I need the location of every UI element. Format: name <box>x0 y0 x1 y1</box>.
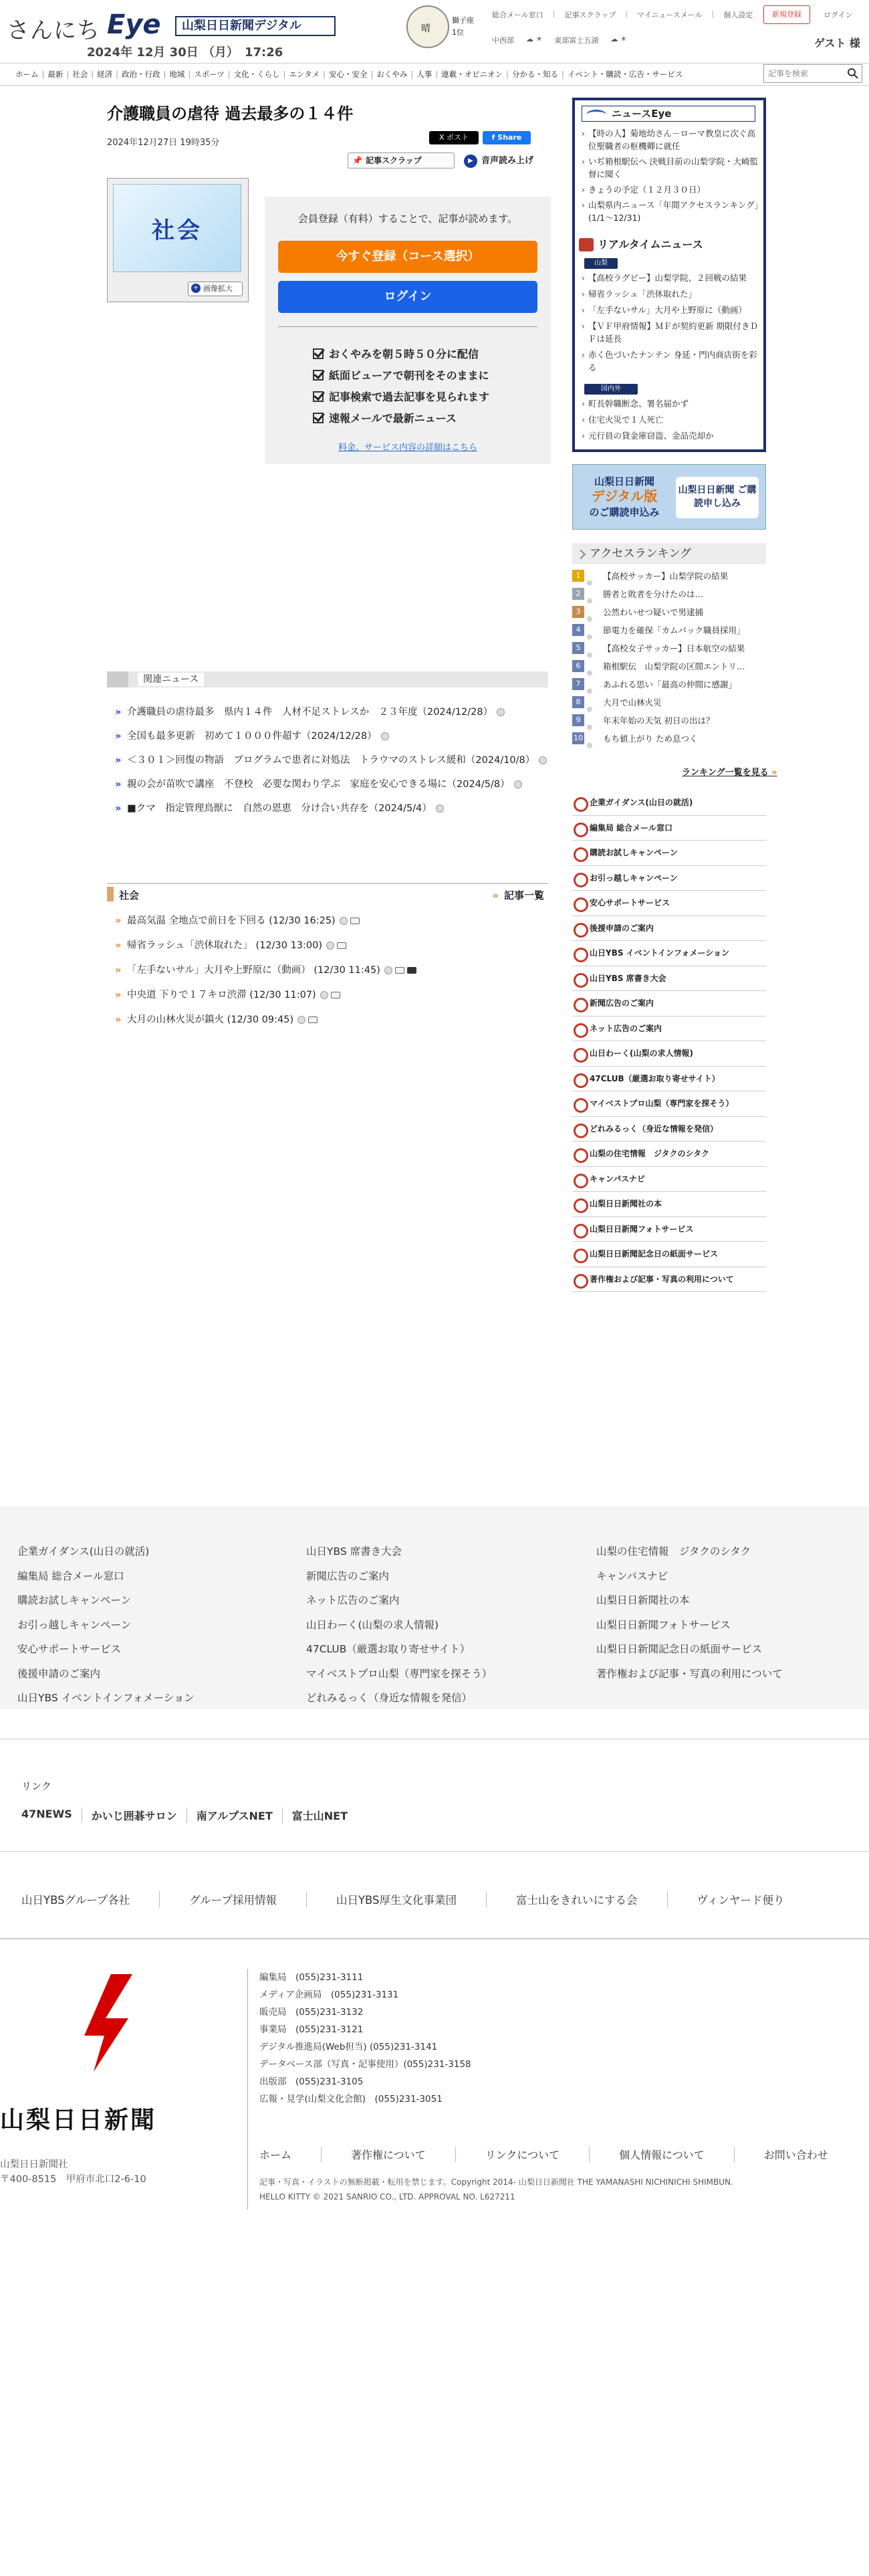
footer-link[interactable]: どれみるっく（身近な情報を発信） <box>306 1692 473 1704</box>
ranking-text: 箱根駅伝 山梨学院の区間エントリ… <box>603 661 745 671</box>
sidebar-link[interactable]: 山日YBS 席書き大会 <box>572 966 766 992</box>
footer-links-area <box>0 1506 869 1709</box>
sidebar-link[interactable]: 企業ガイダンス(山日の就活) <box>572 790 766 816</box>
realtime-news-title[interactable]: リアルタイムニュース <box>579 237 703 253</box>
play-icon: ▶ <box>464 154 477 168</box>
enlarge-image-button[interactable] <box>188 282 243 296</box>
camera-icon <box>331 992 340 998</box>
article-date: 2024年12月27日 19時35分 <box>107 138 220 148</box>
realtime-national-item[interactable]: › 町長幹職断念、署名届かず <box>582 397 762 410</box>
sidebar-link[interactable]: 購読お試しキャンペーン <box>572 841 766 866</box>
top-link-mail[interactable]: 総合メール窓口 <box>492 11 543 19</box>
section-heading <box>107 883 548 903</box>
sidebar-link[interactable]: キャンパスナビ <box>572 1167 766 1192</box>
nav-item[interactable]: イベント・購読・広告・サービス <box>567 70 683 79</box>
company-name: 山梨日日新聞社 <box>0 2159 68 2170</box>
nav-separator: | <box>66 70 70 79</box>
sidebar-link[interactable]: 山日わーく(山梨の求人情報) <box>572 1041 766 1067</box>
section-news-text: 中央道 下りで１７キロ渋滞 (12/30 11:07) <box>127 990 316 1000</box>
site-logo-eye[interactable]: Eye <box>107 9 161 40</box>
nav-separator: | <box>435 70 439 79</box>
weather-row <box>492 35 627 45</box>
comment-icon: ◎ <box>587 616 592 623</box>
partner-link[interactable]: 富士山NET <box>291 1810 348 1822</box>
ranking-text: 公然わいせつ疑いで男逮捕 <box>603 607 704 617</box>
realtime-local-item[interactable]: › 赤く色づいたナンテン 身延・門内商店街を彩る <box>582 348 762 374</box>
nav-separator: | <box>41 70 45 79</box>
ranking-item[interactable] <box>572 606 766 624</box>
sidebar-link[interactable]: 47CLUB（厳選お取り寄せサイト） <box>572 1067 766 1092</box>
nav-item[interactable]: 安心・安全 <box>328 70 368 79</box>
comment-icon: ◎ <box>587 580 592 586</box>
sidebar-link[interactable]: お引っ越しキャンペーン <box>572 866 766 891</box>
partner-links <box>21 1808 357 1823</box>
phone-line: データベース部（写真・記事使用）(055)231-3158 <box>259 2059 471 2070</box>
ad-line-3: のご購読申込み <box>589 506 660 518</box>
bottom-link[interactable]: 著作権について <box>322 2147 456 2162</box>
realtime-local-item[interactable]: › 「左手ないサル」大月や上野原に（動画） <box>582 304 762 316</box>
comment-icon <box>384 966 392 974</box>
ranking-text: 【高校女子サッカー】日本航空の結果 <box>603 643 745 653</box>
section-news-item[interactable] <box>114 988 548 1002</box>
sidebar-link[interactable]: 著作権および記事・写真の利用について <box>572 1267 766 1293</box>
benefit-item <box>313 365 489 387</box>
footer-col-1 <box>17 1539 195 1711</box>
divider <box>0 1938 869 1939</box>
partner-link[interactable]: かいじ囲碁サロン <box>82 1808 187 1823</box>
guest-label: ゲスト 様 <box>814 37 860 49</box>
current-date: 2024年 12月 30日 （月） 17:26 <box>87 45 283 60</box>
related-news-item[interactable] <box>114 801 548 816</box>
comment-icon <box>514 780 522 788</box>
ranking-item[interactable] <box>572 714 766 732</box>
nav-item[interactable]: 経済 <box>97 70 113 79</box>
nav-item[interactable]: 社会 <box>72 70 88 79</box>
comment-icon: ◎ <box>587 706 592 713</box>
nav-separator: | <box>370 70 374 79</box>
share-facebook-button[interactable]: f Share <box>483 131 531 144</box>
comment-icon <box>436 804 444 813</box>
sidebar-link[interactable]: ネット広告のご案内 <box>572 1016 766 1042</box>
ranking-text: 【高校サッカー】山梨学院の結果 <box>603 571 729 581</box>
thumbnail-text: 社会 <box>113 184 241 272</box>
news-eye-title[interactable]: ニュースEye <box>582 106 755 122</box>
sidebar-link[interactable]: 山梨日日新聞社の本 <box>572 1192 766 1217</box>
ranking-number: 9 <box>572 714 584 726</box>
ranking-number: 1 <box>572 570 584 582</box>
section-news-item[interactable] <box>114 938 548 953</box>
realtime-national-item[interactable]: › 住宅火災で１人死亡 <box>582 413 762 426</box>
ranking-number: 5 <box>572 642 584 654</box>
group-link[interactable]: 山日YBSグループ各社 <box>21 1891 160 1907</box>
comment-icon: ◎ <box>587 634 592 641</box>
scrap-button[interactable] <box>348 152 455 169</box>
subscribe-button[interactable]: 今すぐ登録（コース選択） <box>278 241 537 273</box>
realtime-local-item[interactable]: › 【ＶＦ甲府情報】ＭＦが契約更新 期限付きＤＦは延長 <box>582 320 762 345</box>
main-nav <box>0 63 869 86</box>
nav-separator: | <box>506 70 509 79</box>
divider <box>278 326 537 327</box>
ranking-item[interactable] <box>572 570 766 588</box>
section-news-text: 「左手ないサル」大月や上野原に（動画） (12/30 11:45) <box>127 965 380 976</box>
share-x-button[interactable]: X ポスト <box>429 131 479 144</box>
weather-icon: ☁ ☀ <box>526 35 543 43</box>
ranking-more-link[interactable]: ランキング一覧を見る » <box>682 765 777 778</box>
news-eye-list <box>582 127 762 227</box>
related-news-heading <box>107 671 548 687</box>
nav-item[interactable]: ホーム <box>15 70 39 79</box>
copyright-line-2: HELLO KITTY © 2021 SANRIO CO., LTD. APPROVAL NO. L627211 <box>259 2192 515 2202</box>
news-eye-item[interactable]: › 【時の人】菊地幼さん－ローマ教皇に次ぐ高位聖職者の枢機卿に就任 <box>582 127 762 152</box>
ranking-number: 6 <box>572 660 584 672</box>
comment-icon <box>340 917 348 925</box>
footer-link[interactable]: 購読お試しキャンペーン <box>17 1594 132 1606</box>
ranking-item[interactable] <box>572 696 766 714</box>
ranking-item[interactable] <box>572 624 766 642</box>
ranking-number: 7 <box>572 678 584 690</box>
nav-item[interactable]: おくやみ <box>376 70 408 79</box>
ranking-number: 4 <box>572 624 584 636</box>
news-eye-item[interactable]: › 山梨県内ニュース「年間アクセスランキング」(1/1～12/31) <box>582 199 762 224</box>
footer-link[interactable]: 山梨日日新聞社の本 <box>596 1594 690 1606</box>
nav-item[interactable]: 最新 <box>47 70 64 79</box>
comment-icon: ◎ <box>587 598 592 605</box>
phone-line: 販売局 (055)231-3132 <box>259 2007 364 2018</box>
ranking-text: もち値上がり ため息つく <box>603 734 698 744</box>
section-news-list <box>114 914 548 1037</box>
weather-region-1: 中西部 <box>492 36 514 45</box>
footer-link[interactable]: キャンパスナビ <box>596 1570 668 1582</box>
voice-read-button[interactable] <box>464 154 533 169</box>
search-input[interactable] <box>764 65 843 82</box>
nav-item[interactable]: 人事 <box>416 70 432 79</box>
ranking-number: 2 <box>572 588 584 600</box>
site-logo-badge[interactable]: 山梨日日新聞デジタル <box>175 16 336 36</box>
phone-line: 広報・見学(山梨文化会館) (055)231-3051 <box>259 2094 443 2105</box>
sidebar-link[interactable]: 山梨日日新聞記念日の紙面サービス <box>572 1242 766 1267</box>
related-news-text: 全国も最多更新 初めて１０００件超す（2024/12/28） <box>127 731 377 742</box>
section-bar <box>107 887 114 901</box>
nav-separator: | <box>561 70 564 79</box>
comment-icon <box>297 1016 305 1024</box>
footer-link[interactable]: 山日わーく(山梨の求人情報) <box>306 1618 439 1631</box>
company-paper-name: 山梨日日新聞 <box>0 2106 157 2134</box>
scrap-button-label: 記事スクラップ <box>366 156 422 165</box>
footer-link[interactable]: 新聞広告のご案内 <box>306 1570 390 1582</box>
ranking-number: 3 <box>572 606 584 618</box>
divider <box>247 1969 248 2210</box>
partner-link[interactable]: 南アルプスNET <box>187 1808 283 1823</box>
bottom-link[interactable]: お問い合わせ <box>763 2149 828 2161</box>
sidebar-link[interactable]: 山日YBS イベントインフォメーション <box>572 941 766 966</box>
bottom-link[interactable]: リンクについて <box>456 2147 590 2162</box>
benefit-item <box>313 408 489 429</box>
article-thumbnail[interactable] <box>107 178 249 302</box>
comment-icon: ◎ <box>587 670 592 677</box>
section-news-text: 大月の山林火災が鎮火 (12/30 09:45) <box>127 1014 294 1025</box>
ranking-text: 年末年始の天気 初日の出は？ <box>603 716 715 726</box>
company-logo-icon <box>64 1971 151 2078</box>
related-news-text: ＜３０１＞回復の物語 プログラムで患者に対処法 トラウマのストレス緩和（2024/10/8） <box>127 755 535 766</box>
ranking-list <box>572 570 766 750</box>
zoom-icon: + <box>191 284 201 293</box>
pricing-details-link[interactable]: 料金、サービス内容の詳細はこちら <box>338 443 477 453</box>
footer-link[interactable]: 後援申請のご案内 <box>17 1667 101 1680</box>
footer-link[interactable]: 山梨日日新聞フォトサービス <box>596 1618 731 1631</box>
related-news-title: 関連ニュース <box>138 673 204 686</box>
ranking-item[interactable] <box>572 660 766 678</box>
horoscope-icon[interactable] <box>406 5 449 48</box>
footer-link[interactable]: 山日YBS 席書き大会 <box>306 1545 402 1558</box>
tag-local: 山梨 <box>584 258 618 269</box>
ranking-text: 勝者と敗者を分けたのは… <box>603 589 704 599</box>
paywall-note: 会員登録（有料）することで、記事が読めます。 <box>297 213 518 225</box>
camera-icon <box>337 942 346 949</box>
benefit-text: 速報メールで最新ニュース <box>329 412 457 425</box>
comment-icon <box>326 942 334 950</box>
horoscope-sign: 獅子座 <box>452 16 474 25</box>
news-eye-box <box>572 98 766 452</box>
section-news-text: 帰省ラッシュ「渋休取れた」 (12/30 13:00) <box>127 940 323 951</box>
search-icon[interactable] <box>847 68 859 80</box>
checkbox-icon <box>313 370 324 381</box>
phone-list <box>259 1969 471 2108</box>
comment-icon <box>320 991 328 999</box>
company-address <box>0 2157 146 2187</box>
benefit-text: 記事検索で過去記事を見られます <box>329 391 490 403</box>
ad-right-text: 山梨日日新聞 ご購読申し込み <box>676 477 759 518</box>
sidebar-link-list <box>572 790 766 1292</box>
camera-icon <box>350 918 360 924</box>
divider <box>0 1851 869 1852</box>
top-link-mynews[interactable]: マイニュースメール <box>637 11 703 19</box>
footer-link[interactable]: 安心サポートサービス <box>17 1643 122 1655</box>
ad-line-2 <box>581 489 668 505</box>
group-link[interactable]: ヴィンヤード便り <box>697 1894 785 1907</box>
group-link[interactable]: 富士山をきれいにする会 <box>487 1891 668 1907</box>
nav-item[interactable]: エンタメ <box>289 70 320 79</box>
horoscope-text <box>452 15 474 39</box>
related-news-text: 親の会が苗吹で講座 不登校 必要な関わり学ぶ 家庭を安心できる場に（2024/5/8） <box>127 779 510 790</box>
sidebar-link[interactable]: 山梨日日新聞フォトサービス <box>572 1217 766 1243</box>
voice-read-label: 音声読み上げ <box>481 156 534 166</box>
related-news-item[interactable] <box>114 705 548 720</box>
related-news-item[interactable] <box>114 729 548 744</box>
comment-icon: ◎ <box>587 742 592 749</box>
related-news-item[interactable] <box>114 753 548 768</box>
nav-separator: | <box>163 70 166 79</box>
section-title: 社会 <box>119 889 140 901</box>
ranking-heading: アクセスランキング <box>572 543 766 564</box>
article-title: 介護職員の虐待 過去最多の１４件 <box>107 104 354 123</box>
checkbox-icon <box>313 391 324 402</box>
nav-item[interactable]: 政治・行政 <box>122 70 160 79</box>
section-news-item[interactable] <box>114 1012 548 1027</box>
ad-digital: デジタル版 <box>591 488 658 504</box>
footer-link[interactable]: 著作権および記事・写真の利用について <box>596 1667 783 1680</box>
top-link-scrap[interactable]: 記事スクラップ <box>564 11 616 19</box>
nav-separator: | <box>410 70 414 79</box>
footer-link[interactable]: 山梨の住宅情報 ジタクのシタク <box>596 1545 751 1558</box>
comment-icon <box>497 708 505 716</box>
footer-link[interactable]: ネット広告のご案内 <box>306 1594 400 1606</box>
checkbox-icon <box>313 413 324 423</box>
related-news-item[interactable] <box>114 777 548 792</box>
nav-item[interactable]: スポーツ <box>194 70 225 79</box>
enlarge-label: 画像拡大 <box>203 284 233 293</box>
login-link[interactable]: ログイン <box>824 11 853 19</box>
ranking-text: 節電力を確保「カムバック職員採用」 <box>603 625 745 635</box>
partner-link[interactable]: 47NEWS <box>21 1808 82 1823</box>
copyright-line-1: 記事・写真・イラストの無断掲載・転用を禁じます。Copyright 2014- 山梨日日新聞社 THE YAMANASHI NICHINICHI SHIMBUN. <box>259 2177 733 2187</box>
camera-icon <box>308 1016 318 1023</box>
paywall-box <box>265 197 551 464</box>
ranking-number: 8 <box>572 696 584 708</box>
ranking-item[interactable] <box>572 588 766 606</box>
ranking-text: 大月で山林火災 <box>603 697 662 708</box>
ranking-item[interactable] <box>572 732 766 750</box>
realtime-local-list <box>582 272 762 377</box>
copyright <box>259 2175 733 2204</box>
phone-line: 出版部 (055)231-3105 <box>259 2076 364 2087</box>
nav-item[interactable]: 文化・くらし <box>233 70 280 79</box>
nav-item[interactable]: 分かる・知る <box>511 70 558 79</box>
weather-icon-2: ☁ ☀ <box>610 35 627 43</box>
footer-link[interactable]: お引っ越しキャンペーン <box>17 1618 132 1631</box>
realtime-local-item[interactable]: › 【高校ラグビー】山梨学院、２回戦の結果 <box>582 272 762 284</box>
phone-line: デジタル推進局(Web担当) (055)231-3141 <box>259 2042 438 2052</box>
related-news-text: 介護職員の虐待最多 県内１４件 人材不足ストレスか ２３年度（2024/12/28） <box>127 707 493 718</box>
comment-icon: ◎ <box>587 652 592 659</box>
benefit-text: 紙面ビューアで朝刊をそのままに <box>329 369 489 382</box>
tag-national: 国内外 <box>584 384 638 395</box>
phone-line: 事業局 (055)231-3121 <box>259 2024 364 2035</box>
comment-icon: ◎ <box>587 688 592 695</box>
ad-line-1: 山梨日日新聞 <box>594 475 654 488</box>
section-more-link[interactable]: » 記事一覧 <box>492 888 544 902</box>
sidebar-link[interactable]: 後援申請のご案内 <box>572 916 766 942</box>
news-eye-item[interactable]: › きょうの予定（１２月３０日） <box>582 183 762 196</box>
sidebar-link[interactable]: 安心サポートサービス <box>572 891 766 916</box>
horoscope-rank: 1位 <box>452 28 464 37</box>
footer-col-3 <box>596 1539 783 1686</box>
ranking-number: 10 <box>572 732 584 744</box>
benefit-text: おくやみを朝５時５０分に配信 <box>329 348 479 360</box>
footer-link[interactable]: 編集局 総合メール窓口 <box>17 1570 124 1582</box>
nav-separator: | <box>227 70 231 79</box>
news-eye-item[interactable]: › いぢ箱根駅伝へ 決戦目前の山梨学院・大崎監督に聞く <box>582 155 762 181</box>
sidebar-link[interactable]: 山梨の住宅情報 ジタクのシタク <box>572 1142 766 1167</box>
nav-item[interactable]: 地域 <box>169 70 185 79</box>
ad-left-text <box>581 474 668 520</box>
ranking-item[interactable] <box>572 678 766 696</box>
pin-icon: 📌 <box>352 156 362 165</box>
phone-line: 編集局 (055)231-3111 <box>259 1972 364 1983</box>
realtime-national-item[interactable]: › 元行員の貸金庫窃盗、金品売却か <box>582 429 762 442</box>
nav-separator: | <box>188 70 191 79</box>
search-box <box>763 64 862 83</box>
paywall-login-button[interactable]: ログイン <box>278 281 537 313</box>
subscription-ad-banner[interactable] <box>572 464 766 530</box>
comment-icon: ◎ <box>587 724 592 731</box>
sidebar-link[interactable]: 新聞広告のご案内 <box>572 991 766 1016</box>
group-links <box>21 1891 814 1907</box>
horoscope-icon-label: 晴 <box>421 23 430 34</box>
camera-icon <box>395 967 404 974</box>
section-news-item[interactable] <box>114 963 548 978</box>
group-link[interactable]: グループ採用情報 <box>160 1891 307 1907</box>
phone-line: メディア企画局 (055)231-3131 <box>259 1990 399 2000</box>
bottom-links <box>259 2147 858 2162</box>
top-links: 総合メール窓口 | 記事スクラップ | マイニュースメール | 個人設定 <box>492 9 753 19</box>
group-link[interactable]: 山日YBS厚生文化事業団 <box>307 1891 487 1907</box>
footer-col-2 <box>306 1539 492 1711</box>
realtime-local-item[interactable]: › 帰省ラッシュ「渋休取れた」 <box>582 288 762 300</box>
nav-separator: | <box>91 70 94 79</box>
sidebar-link[interactable]: 編集局 総合メール窓口 <box>572 816 766 841</box>
register-button[interactable]: 新規登録 <box>763 5 810 24</box>
section-news-text: 最高気温 全地点で前日を下回る (12/30 16:25) <box>127 916 336 926</box>
checkbox-icon <box>313 348 324 359</box>
nav-item[interactable]: 連載・オピニオン <box>441 70 503 79</box>
benefit-item <box>313 387 489 408</box>
benefits-list <box>313 344 489 429</box>
related-news-text: ■クマ 指定管理鳥獣に 自然の恩恵 分け合い共存を（2024/5/4） <box>127 803 432 814</box>
footer-link[interactable]: マイベストプロ山梨（専門家を探そう） <box>306 1667 493 1680</box>
sidebar-link[interactable]: マイベストプロ山梨（専門家を探そう） <box>572 1091 766 1117</box>
company-postal: 〒400-8515 甲府市北口2-6-10 <box>0 2174 146 2185</box>
video-icon <box>407 967 416 974</box>
footer-link[interactable]: 企業ガイダンス(山日の就活) <box>17 1545 150 1558</box>
sidebar-link[interactable]: どれみるっく（身近な情報を発信） <box>572 1117 766 1142</box>
footer-link[interactable]: 山梨日日新聞記念日の紙面サービス <box>596 1643 763 1655</box>
weather-region-2: 東部富士五湖 <box>554 36 599 45</box>
bottom-link[interactable]: ホーム <box>259 2147 322 2162</box>
links-label: リンク <box>21 1780 51 1792</box>
footer-link[interactable]: 47CLUB（厳選お取り寄せサイト） <box>306 1643 471 1655</box>
top-link-settings[interactable]: 個人設定 <box>723 11 753 19</box>
nav-separator: | <box>323 70 326 79</box>
ranking-text: あふれる思い「最高の仲間に感謝」 <box>603 679 737 689</box>
nav-separator: | <box>283 70 286 79</box>
section-news-item[interactable] <box>114 914 548 928</box>
bottom-link[interactable]: 個人情報について <box>590 2147 735 2162</box>
ranking-item[interactable] <box>572 642 766 660</box>
footer-link[interactable]: 山日YBS イベントインフォメーション <box>17 1692 195 1704</box>
nav-separator: | <box>116 70 118 79</box>
comment-icon <box>381 732 389 740</box>
comment-icon <box>539 756 547 764</box>
realtime-national-list <box>582 397 762 445</box>
benefit-item <box>313 344 489 365</box>
related-news-list <box>114 705 548 825</box>
site-logo-text[interactable]: さんにち <box>7 17 100 44</box>
